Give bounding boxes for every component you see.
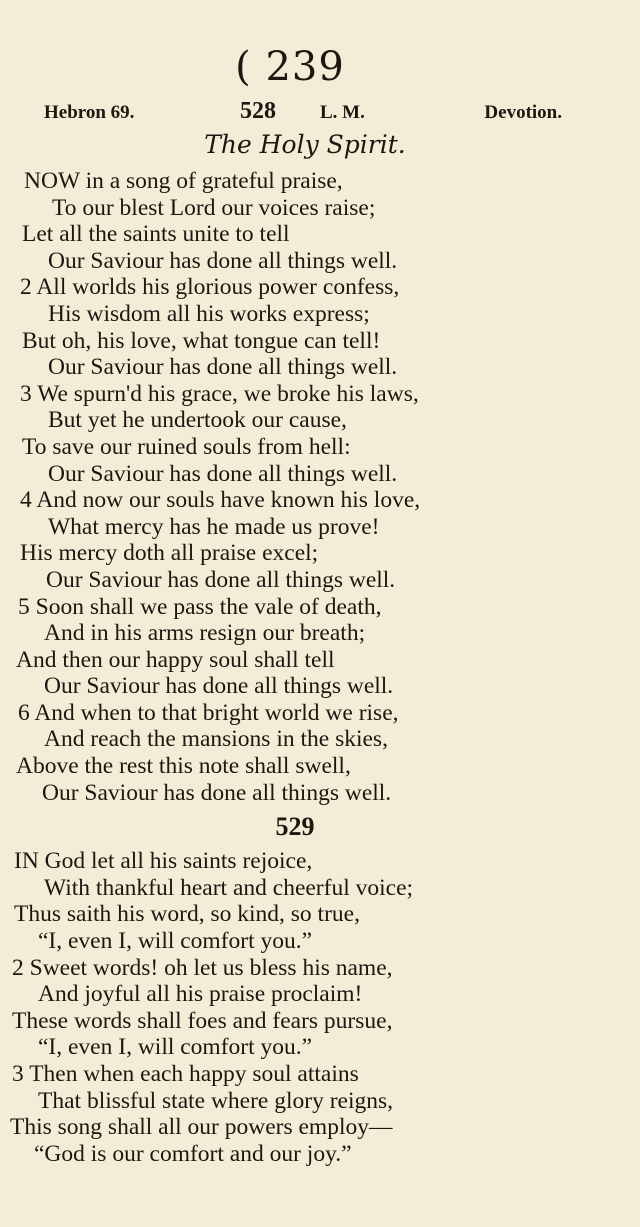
verse-line: With thankful heart and cheerful voice; [44, 874, 414, 901]
verse-line: And then our happy soul shall tell [16, 646, 335, 673]
verse-line: 2 Sweet words! oh let us bless his name, [12, 954, 393, 981]
verse-line: And in his arms resign our breath; [44, 620, 366, 647]
verse-line: 2 All worlds his glorious power confess, [20, 274, 400, 301]
verse-line: Thus saith his word, so kind, so true, [14, 901, 360, 928]
verse-line: Our Saviour has done all things well. [48, 354, 398, 381]
hymn-header [0, 98, 640, 128]
verse-line: 4 And now our souls have known his love, [20, 487, 421, 514]
verse-line: 6 And when to that bright world we rise, [18, 699, 399, 726]
tune-name: Hebron 69. [44, 102, 135, 123]
verse-line: IN God let all his saints rejoice, [14, 848, 313, 875]
verse-line: Our Saviour has done all things well. [46, 566, 396, 593]
verse-line: And joyful all his praise proclaim! [38, 981, 363, 1008]
page-number: ( 239 [235, 44, 345, 90]
hymn-number: 528 [240, 98, 276, 124]
verse-line: His wisdom all his works express; [48, 300, 370, 327]
verse-line: His mercy doth all praise excel; [20, 540, 319, 567]
verse-line: 5 Soon shall we pass the vale of death, [18, 593, 382, 620]
verse-line: “I, even I, will comfort you.” [38, 928, 313, 955]
verse-line: This song shall all our powers employ— [10, 1114, 393, 1141]
verse-line: “I, even I, will comfort you.” [38, 1034, 313, 1061]
verse-line: “God is our comfort and our joy.” [34, 1140, 352, 1167]
verse-line: To save our ruined souls from hell: [22, 433, 351, 460]
verse-line: 3 Then when each happy soul attains [12, 1061, 359, 1087]
verse-line: That blissful state where glory reigns, [38, 1087, 394, 1114]
verse-line: To our blest Lord our voices raise; [52, 194, 376, 221]
verse-line: Our Saviour has done all things well. [48, 247, 398, 274]
verse-line: Our Saviour has done all things well. [42, 779, 392, 806]
hymn-number-529: 529 [275, 812, 315, 842]
meter: L. M. [320, 102, 365, 123]
verse-line: What mercy has he made us prove! [48, 513, 380, 540]
verse-line: But oh, his love, what tongue can tell! [22, 327, 381, 354]
hymn-text [0, 168, 640, 1167]
verse-line: Our Saviour has done all things well. [48, 460, 398, 487]
verse-line: And reach the mansions in the skies, [44, 726, 388, 753]
verse-line: Let all the saints unite to tell [22, 221, 290, 248]
verse-line: Our Saviour has done all things well. [44, 673, 394, 700]
verse-line: 3 We spurn'd his grace, we broke his laws, [20, 380, 419, 407]
subject: Devotion. [484, 102, 562, 123]
verse-line: NOW in a song of grateful praise, [24, 168, 343, 194]
verse-line: Above the rest this note shall swell, [16, 753, 351, 780]
hymn-title: The Holy Spirit. [204, 130, 406, 159]
verse-line: But yet he undertook our cause, [48, 407, 347, 434]
verse-line: These words shall foes and fears pursue, [12, 1007, 393, 1034]
